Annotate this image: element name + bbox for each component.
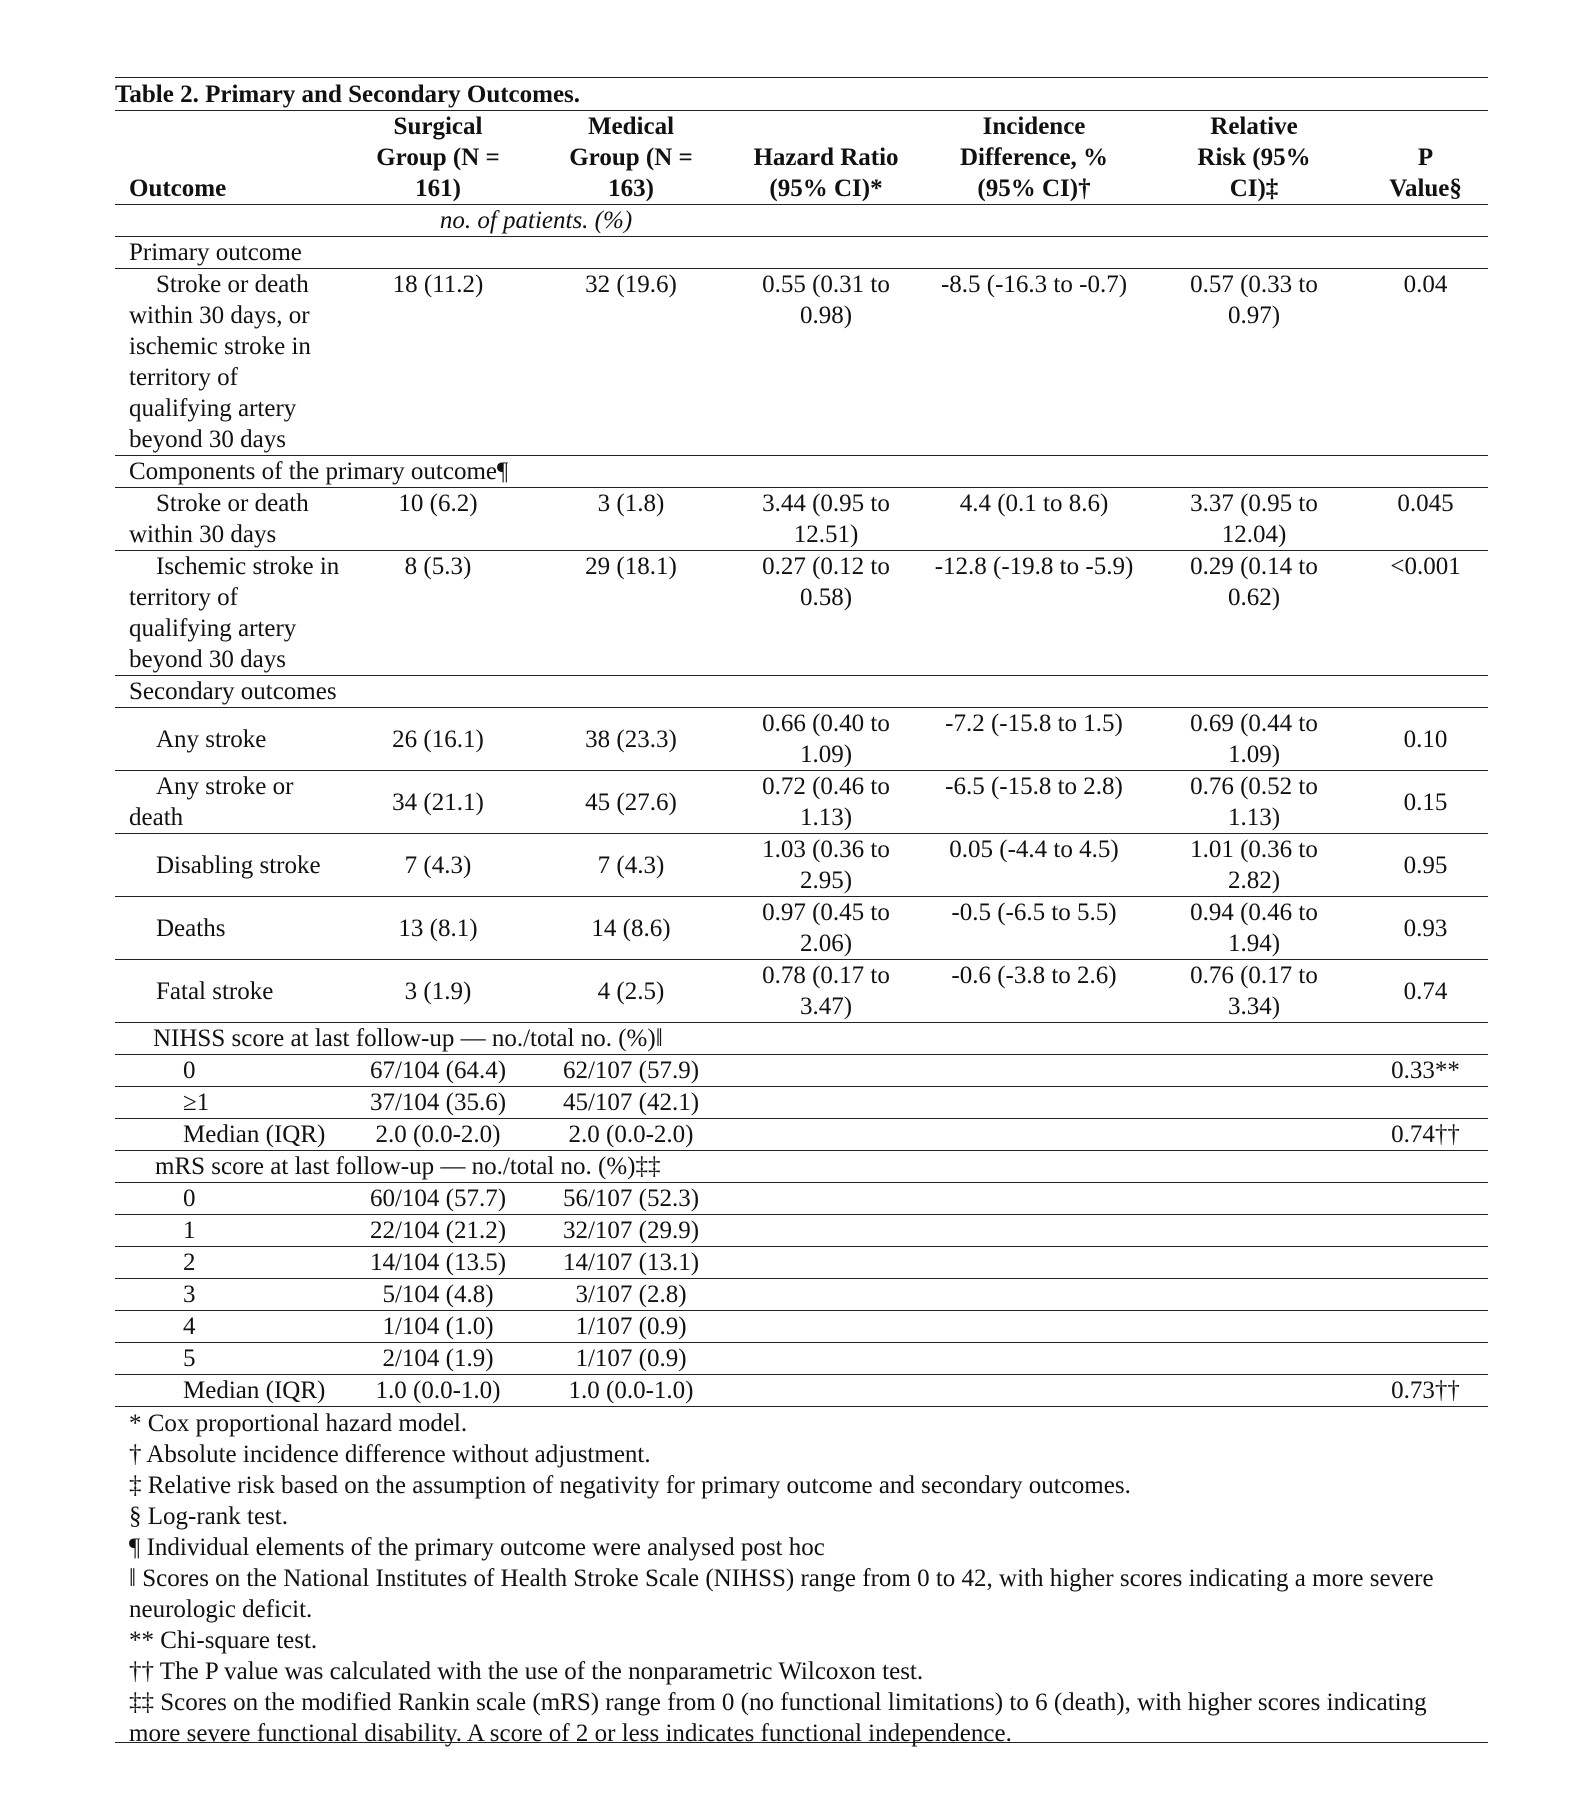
- outcome-label: Stroke or death within 30 days: [115, 488, 343, 551]
- footnote: ‡‡ Scores on the modified Rankin scale (mRS) range from 0 (no functional limitations) to 6 (death), with higher scores indicating more severe functional disability. A score of 2 or less indicates functional independence.: [129, 1689, 1427, 1747]
- medical-value: 29 (18.1): [533, 551, 729, 676]
- score-label: 0: [115, 1055, 343, 1087]
- score-label: 3: [115, 1279, 343, 1311]
- hazard-ratio-value: 1.03 (0.36 to 2.95): [729, 834, 923, 897]
- relative-risk-value: 0.57 (0.33 to 0.97): [1145, 269, 1363, 456]
- p-value: [1363, 1183, 1488, 1215]
- surgical-value: 2.0 (0.0-2.0): [343, 1119, 533, 1151]
- footnote: †† The P value was calculated with the use of the nonparametric Wilcoxon test.: [129, 1658, 924, 1685]
- footnote: § Log-rank test.: [129, 1503, 288, 1530]
- table-row: [115, 1087, 1488, 1119]
- score-label: Median (IQR): [115, 1375, 343, 1407]
- medical-value: 1.0 (0.0-1.0): [533, 1375, 729, 1407]
- footnote: ** Chi-square test.: [129, 1627, 318, 1654]
- surgical-value: 5/104 (4.8): [343, 1279, 533, 1311]
- table-row: [115, 1119, 1488, 1151]
- p-value: [1363, 1343, 1488, 1375]
- incidence-difference-value: -8.5 (-16.3 to -0.7): [923, 269, 1145, 456]
- hazard-ratio-value: 0.27 (0.12 to 0.58): [729, 551, 923, 676]
- medical-value: 56/107 (52.3): [533, 1183, 729, 1215]
- score-label: 5: [115, 1343, 343, 1375]
- unit-note: no. of patients. (%): [343, 205, 729, 237]
- medical-value: 38 (23.3): [533, 708, 729, 771]
- section-nihss: NIHSS score at last follow-up — no./total no. (%)‖: [115, 1023, 1488, 1055]
- outcome-label: Deaths: [115, 897, 343, 960]
- medical-value: 32 (19.6): [533, 269, 729, 456]
- footnote: † Absolute incidence difference without adjustment.: [129, 1441, 651, 1468]
- score-label: 2: [115, 1247, 343, 1279]
- medical-value: 1/107 (0.9): [533, 1343, 729, 1375]
- incidence-difference-value: -6.5 (-15.8 to 2.8): [923, 771, 1145, 834]
- surgical-value: 1/104 (1.0): [343, 1311, 533, 1343]
- p-value: 0.74: [1363, 960, 1488, 1023]
- hazard-ratio-value: 3.44 (0.95 to 12.51): [729, 488, 923, 551]
- relative-risk-value: 0.94 (0.46 to 1.94): [1145, 897, 1363, 960]
- table-row: [115, 1343, 1488, 1375]
- medical-value: 3 (1.8): [533, 488, 729, 551]
- footnote: ¶ Individual elements of the primary outcome were analysed post hoc: [129, 1534, 825, 1561]
- footnotes: [129, 1408, 1479, 1749]
- hazard-ratio-value: 0.78 (0.17 to 3.47): [729, 960, 923, 1023]
- p-value: 0.73††: [1363, 1375, 1488, 1407]
- table-row: [115, 771, 1488, 834]
- table-row: [115, 960, 1488, 1023]
- p-value: 0.93: [1363, 897, 1488, 960]
- p-value: 0.15: [1363, 771, 1488, 834]
- relative-risk-value: 0.69 (0.44 to 1.09): [1145, 708, 1363, 771]
- outcome-label: Any stroke: [115, 708, 343, 771]
- medical-value: 1/107 (0.9): [533, 1311, 729, 1343]
- surgical-value: 8 (5.3): [343, 551, 533, 676]
- p-value: <0.001: [1363, 551, 1488, 676]
- table-row: [115, 551, 1488, 676]
- outcome-label: Ischemic stroke in territory of qualifying artery beyond 30 days: [115, 551, 343, 676]
- table-row: [115, 897, 1488, 960]
- surgical-value: 22/104 (21.2): [343, 1215, 533, 1247]
- score-label: ≥1: [115, 1087, 343, 1119]
- table-row: [115, 1279, 1488, 1311]
- medical-value: 32/107 (29.9): [533, 1215, 729, 1247]
- medical-value: 2.0 (0.0-2.0): [533, 1119, 729, 1151]
- table-row: [115, 708, 1488, 771]
- surgical-value: 60/104 (57.7): [343, 1183, 533, 1215]
- medical-value: 62/107 (57.9): [533, 1055, 729, 1087]
- header-relative-risk: Relative Risk (95% CI)‡: [1145, 111, 1363, 205]
- relative-risk-value: 0.76 (0.17 to 3.34): [1145, 960, 1363, 1023]
- medical-value: 45/107 (42.1): [533, 1087, 729, 1119]
- p-value: 0.33**: [1363, 1055, 1488, 1087]
- surgical-value: 3 (1.9): [343, 960, 533, 1023]
- incidence-difference-value: 4.4 (0.1 to 8.6): [923, 488, 1145, 551]
- relative-risk-value: 1.01 (0.36 to 2.82): [1145, 834, 1363, 897]
- score-label: 4: [115, 1311, 343, 1343]
- p-value: [1363, 1311, 1488, 1343]
- p-value: 0.10: [1363, 708, 1488, 771]
- incidence-difference-value: -0.5 (-6.5 to 5.5): [923, 897, 1145, 960]
- medical-value: 14 (8.6): [533, 897, 729, 960]
- table-row: [115, 1183, 1488, 1215]
- table-row: [115, 1215, 1488, 1247]
- surgical-value: 67/104 (64.4): [343, 1055, 533, 1087]
- section-secondary-outcomes: Secondary outcomes: [115, 676, 1488, 708]
- hazard-ratio-value: 0.55 (0.31 to 0.98): [729, 269, 923, 456]
- p-value: 0.04: [1363, 269, 1488, 456]
- surgical-value: 26 (16.1): [343, 708, 533, 771]
- hazard-ratio-value: 0.72 (0.46 to 1.13): [729, 771, 923, 834]
- surgical-value: 13 (8.1): [343, 897, 533, 960]
- relative-risk-value: 0.76 (0.52 to 1.13): [1145, 771, 1363, 834]
- outcome-label: Any stroke or death: [115, 771, 343, 834]
- table-row: [115, 1247, 1488, 1279]
- table-row: [115, 834, 1488, 897]
- relative-risk-value: 3.37 (0.95 to 12.04): [1145, 488, 1363, 551]
- score-label: Median (IQR): [115, 1119, 343, 1151]
- incidence-difference-value: 0.05 (-4.4 to 4.5): [923, 834, 1145, 897]
- surgical-value: 2/104 (1.9): [343, 1343, 533, 1375]
- section-mrs: mRS score at last follow-up — no./total no. (%)‡‡: [115, 1151, 1488, 1183]
- outcomes-table: [115, 77, 1488, 1407]
- score-label: 1: [115, 1215, 343, 1247]
- surgical-value: 7 (4.3): [343, 834, 533, 897]
- footnote: ‡ Relative risk based on the assumption of negativity for primary outcome and secondary outcomes.: [129, 1472, 1131, 1499]
- p-value: 0.95: [1363, 834, 1488, 897]
- medical-value: 7 (4.3): [533, 834, 729, 897]
- footnote: * Cox proportional hazard model.: [129, 1410, 468, 1437]
- p-value: [1363, 1087, 1488, 1119]
- header-row: [115, 111, 1488, 205]
- surgical-value: 10 (6.2): [343, 488, 533, 551]
- bottom-rule: [115, 1742, 1488, 1743]
- table-row: [115, 488, 1488, 551]
- p-value: 0.74††: [1363, 1119, 1488, 1151]
- relative-risk-value: 0.29 (0.14 to 0.62): [1145, 551, 1363, 676]
- table-row: [115, 1311, 1488, 1343]
- outcome-label: Disabling stroke: [115, 834, 343, 897]
- p-value: [1363, 1279, 1488, 1311]
- header-outcome: Outcome: [115, 111, 343, 205]
- surgical-value: 1.0 (0.0-1.0): [343, 1375, 533, 1407]
- medical-value: 14/107 (13.1): [533, 1247, 729, 1279]
- p-value: [1363, 1215, 1488, 1247]
- p-value: [1363, 1247, 1488, 1279]
- medical-value: 45 (27.6): [533, 771, 729, 834]
- medical-value: 4 (2.5): [533, 960, 729, 1023]
- incidence-difference-value: -0.6 (-3.8 to 2.6): [923, 960, 1145, 1023]
- footnote: ‖ Scores on the National Institutes of Health Stroke Scale (NIHSS) range from 0 to 42, with higher scores indicating a more severe neurologic deficit.: [129, 1565, 1434, 1623]
- hazard-ratio-value: 0.97 (0.45 to 2.06): [729, 897, 923, 960]
- score-label: 0: [115, 1183, 343, 1215]
- hazard-ratio-value: 0.66 (0.40 to 1.09): [729, 708, 923, 771]
- header-surgical: Surgical Group (N = 161): [343, 111, 533, 205]
- header-incidence-difference: Incidence Difference, % (95% CI)†: [923, 111, 1145, 205]
- surgical-value: 37/104 (35.6): [343, 1087, 533, 1119]
- surgical-value: 14/104 (13.5): [343, 1247, 533, 1279]
- table-row: [115, 269, 1488, 456]
- outcome-label: Fatal stroke: [115, 960, 343, 1023]
- p-value: 0.045: [1363, 488, 1488, 551]
- surgical-value: 18 (11.2): [343, 269, 533, 456]
- section-primary-outcome: Primary outcome: [115, 237, 1488, 269]
- table-title: Table 2. Primary and Secondary Outcomes.: [115, 78, 1488, 111]
- table-row: [115, 1375, 1488, 1407]
- header-hazard-ratio: Hazard Ratio (95% CI)*: [729, 111, 923, 205]
- outcome-label: Stroke or death within 30 days, or ischemic stroke in territory of qualifying artery beyond 30 days: [115, 269, 343, 456]
- header-medical: Medical Group (N = 163): [533, 111, 729, 205]
- section-components: Components of the primary outcome¶: [115, 456, 1488, 488]
- table-row: [115, 1055, 1488, 1087]
- surgical-value: 34 (21.1): [343, 771, 533, 834]
- incidence-difference-value: -7.2 (-15.8 to 1.5): [923, 708, 1145, 771]
- header-p-value: P Value§: [1363, 111, 1488, 205]
- medical-value: 3/107 (2.8): [533, 1279, 729, 1311]
- incidence-difference-value: -12.8 (-19.8 to -5.9): [923, 551, 1145, 676]
